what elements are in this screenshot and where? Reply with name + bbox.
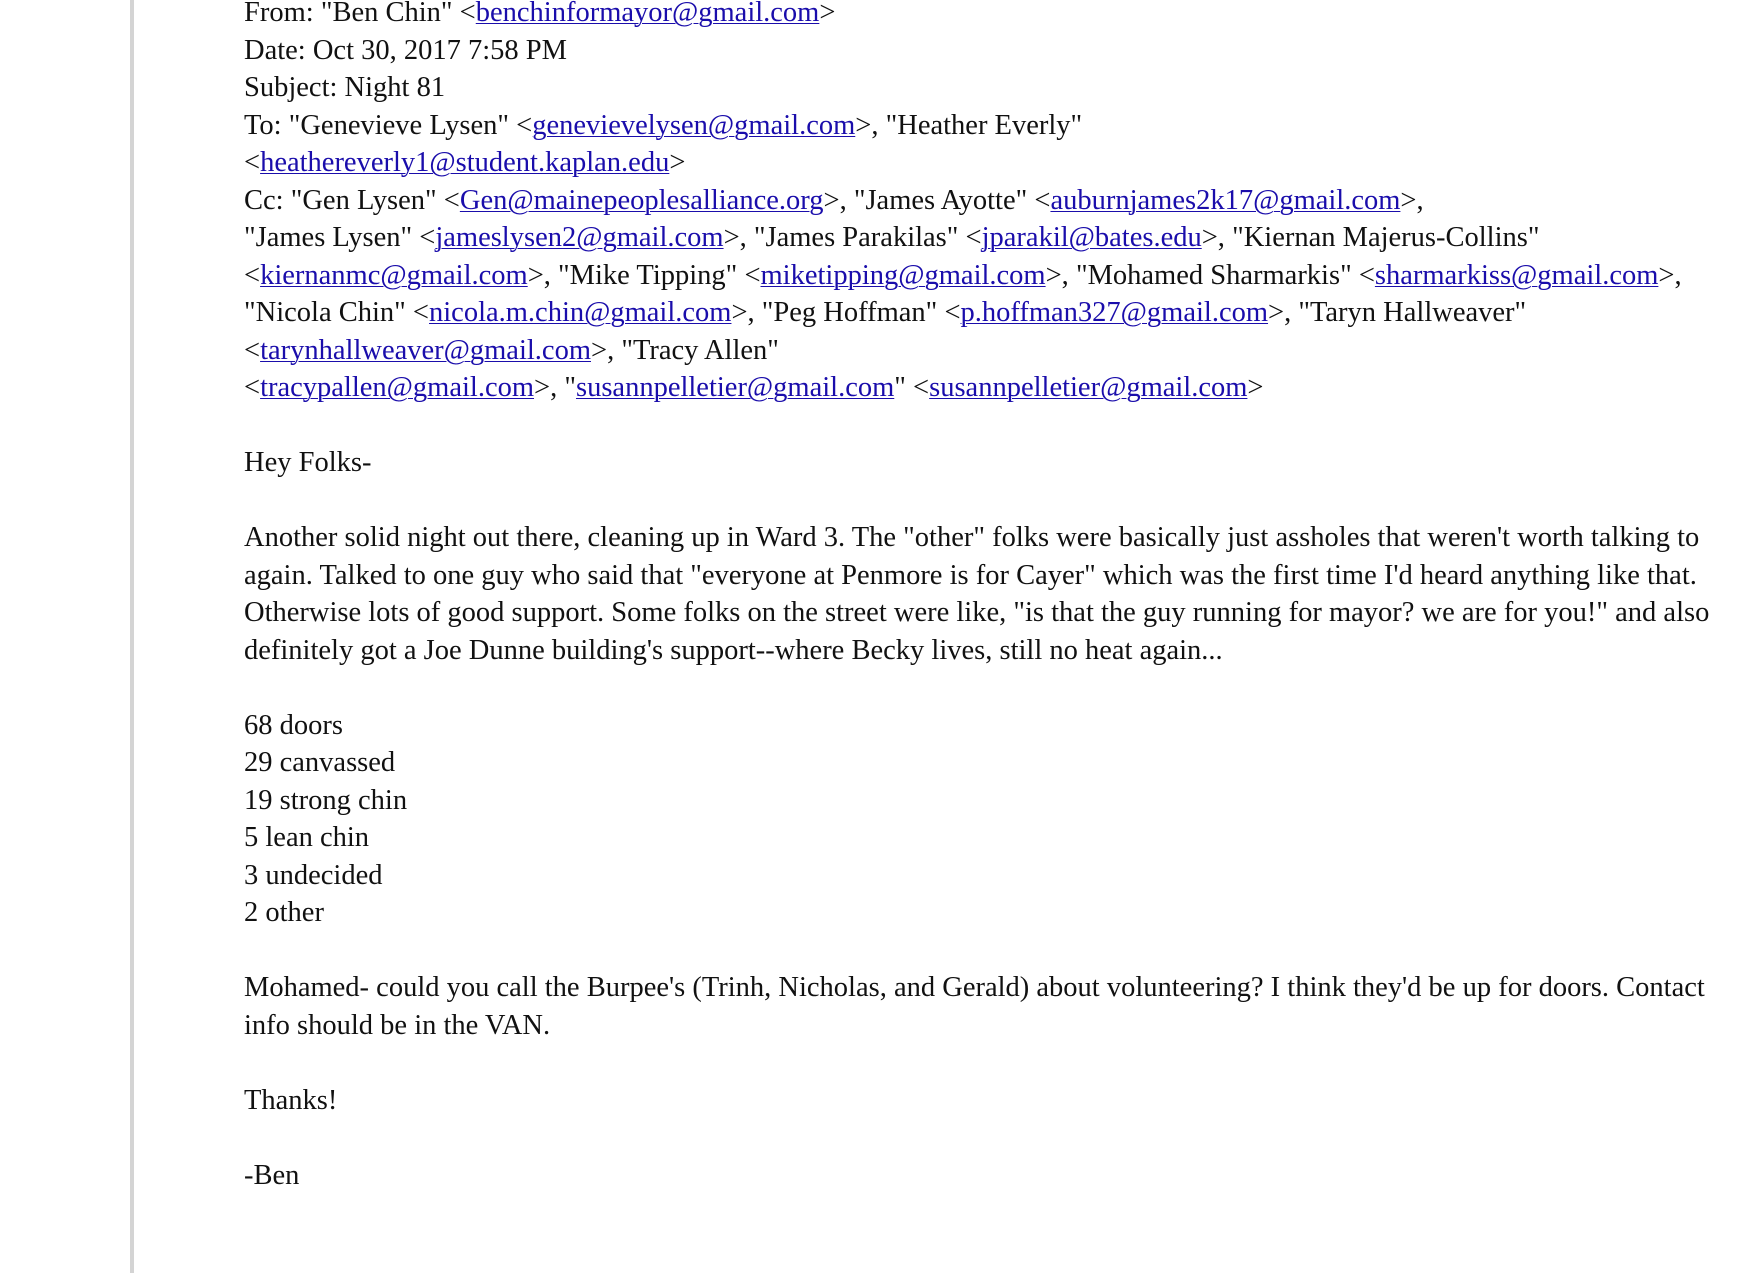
date-label: Date: (244, 34, 313, 66)
cc-recipient-email-link[interactable]: p.hoffman327@gmail.com (960, 297, 1269, 328)
cc-recipient-name: "Mike Tipping" (558, 259, 745, 291)
body-paragraph: Mohamed- could you call the Burpee's (Trinh, Nicholas, and Gerald) about volunteering? I think they'd be up for doors. Contact info should be in the VAN. (244, 972, 1705, 1041)
cc-recipient-email-link[interactable]: susannpelletier@gmail.com (929, 372, 1248, 403)
cc-recipient-email-link[interactable]: kiernanmc@gmail.com (260, 259, 528, 291)
to-line: To: "Genevieve Lysen" <genevievelysen@gmail.com>, "Heather Everly" <heathereverly1@student.kaplan.edu> (244, 109, 1083, 178)
cc-recipient-name: "Gen Lysen" (290, 184, 444, 216)
cc-recipient-name: "Peg Hoffman" (761, 297, 945, 328)
cc-recipient-name: "James Lysen" (244, 222, 420, 253)
cc-recipient-email-link[interactable]: tarynhallweaver@gmail.com (260, 334, 591, 366)
subject-value: Night 81 (344, 72, 446, 103)
from-name: "Ben Chin" (320, 0, 460, 28)
subject-label: Subject: (244, 72, 345, 103)
cc-recipient-name: "Nicola Chin" (244, 297, 413, 328)
cc-recipient-email-link[interactable]: Gen@mainepeoplesalliance.org (459, 184, 824, 216)
cc-recipient-email-link[interactable]: nicola.m.chin@gmail.com (429, 297, 732, 328)
stat-line: 2 other (244, 897, 324, 928)
signature: -Ben (244, 1159, 300, 1191)
stat-line: 3 undecided (244, 859, 383, 891)
cc-recipient-name: "Taryn Hallweaver" (1298, 297, 1527, 328)
to-recipient-name: "Heather Everly" (885, 109, 1083, 141)
cc-recipient-name: "Tracy Allen" (621, 334, 779, 366)
email-message (244, 0, 1714, 1194)
left-margin-rule (130, 0, 134, 1273)
stat-line: 68 doors (244, 709, 343, 741)
closing-thanks: Thanks! (244, 1084, 338, 1116)
subject-line (244, 69, 1714, 107)
date-line (244, 32, 1714, 70)
stat-line: 19 strong chin (244, 784, 408, 816)
cc-label: Cc: (244, 184, 291, 216)
cc-recipient-email-link[interactable]: jameslysen2@gmail.com (435, 222, 724, 253)
from-label: From: (244, 0, 321, 28)
canvass-stats (244, 707, 1714, 932)
cc-recipient-name-link[interactable]: susannpelletier@gmail.com (575, 372, 895, 403)
stat-line: 5 lean chin (244, 822, 370, 853)
body-paragraph: Another solid night out there, cleaning up in Ward 3. The "other" folks were basically just assholes that weren't worth talking to again. Talked to one guy who said that "everyone at Penmore is for Cayer" which was the first time I'd heard anything like that. Otherwise lots of good support. Some folks on the street were like, "is that the guy running for mayor? we are for you!" and also definitely got a Joe Dunne building's support--where Becky lives, still no heat again... (244, 522, 1710, 666)
to-recipient-email-link[interactable]: heathereverly1@student.kaplan.edu (260, 147, 670, 178)
cc-recipient-name: "Kiernan Majerus-Collins" (1232, 222, 1540, 253)
cc-recipient-name: "Mohamed Sharmarkis" (1075, 259, 1359, 291)
cc-recipient-email-link[interactable]: miketipping@gmail.com (760, 259, 1046, 291)
cc-recipient-email-link[interactable]: sharmarkiss@gmail.com (1374, 259, 1659, 291)
cc-recipient-email-link[interactable]: auburnjames2k17@gmail.com (1050, 184, 1401, 216)
cc-line: Cc: "Gen Lysen" <Gen@mainepeoplesalliance.org>, "James Ayotte" <auburnjames2k17@gmail.com>, "James Lysen" <jameslysen2@gmail.com>, "James Parakilas" <jparakil@bates.edu>, "Kiernan Majerus-Collins" <kiernanmc@gmail.com>, "Mike Tipping" <miketipping@gmail.com>, "Mohamed Sharmarkis" <sharmarkiss@gmail.com>, "Nicola Chin" <nicola.m.chin@gmail.com>, "Peg Hoffman" <p.hoffman327@gmail.com>, "Taryn Hallweaver" <tarynhallweaver@gmail.com>, "Tracy Allen" <tracypallen@gmail.com>, "susannpelletier@gmail.com" <susannpelletier@gmail.com> (244, 184, 1682, 403)
from-email-link[interactable]: benchinformayor@gmail.com (475, 0, 820, 28)
cc-recipient-name: "James Parakilas" (753, 222, 966, 253)
cc-recipient-name: "James Ayotte" (853, 184, 1035, 216)
to-recipient-name: "Genevieve Lysen" (288, 109, 517, 141)
cc-recipient-email-link[interactable]: tracypallen@gmail.com (260, 372, 535, 403)
to-recipient-email-link[interactable]: genevievelysen@gmail.com (532, 109, 856, 141)
stat-line: 29 canvassed (244, 747, 396, 778)
from-line: From: "Ben Chin" <benchinformayor@gmail.com> (244, 0, 1714, 32)
date-value: Oct 30, 2017 7:58 PM (312, 34, 567, 66)
to-label: To: (244, 109, 289, 141)
greeting: Hey Folks- (244, 447, 372, 478)
cc-recipient-email-link[interactable]: jparakil@bates.edu (981, 222, 1202, 253)
